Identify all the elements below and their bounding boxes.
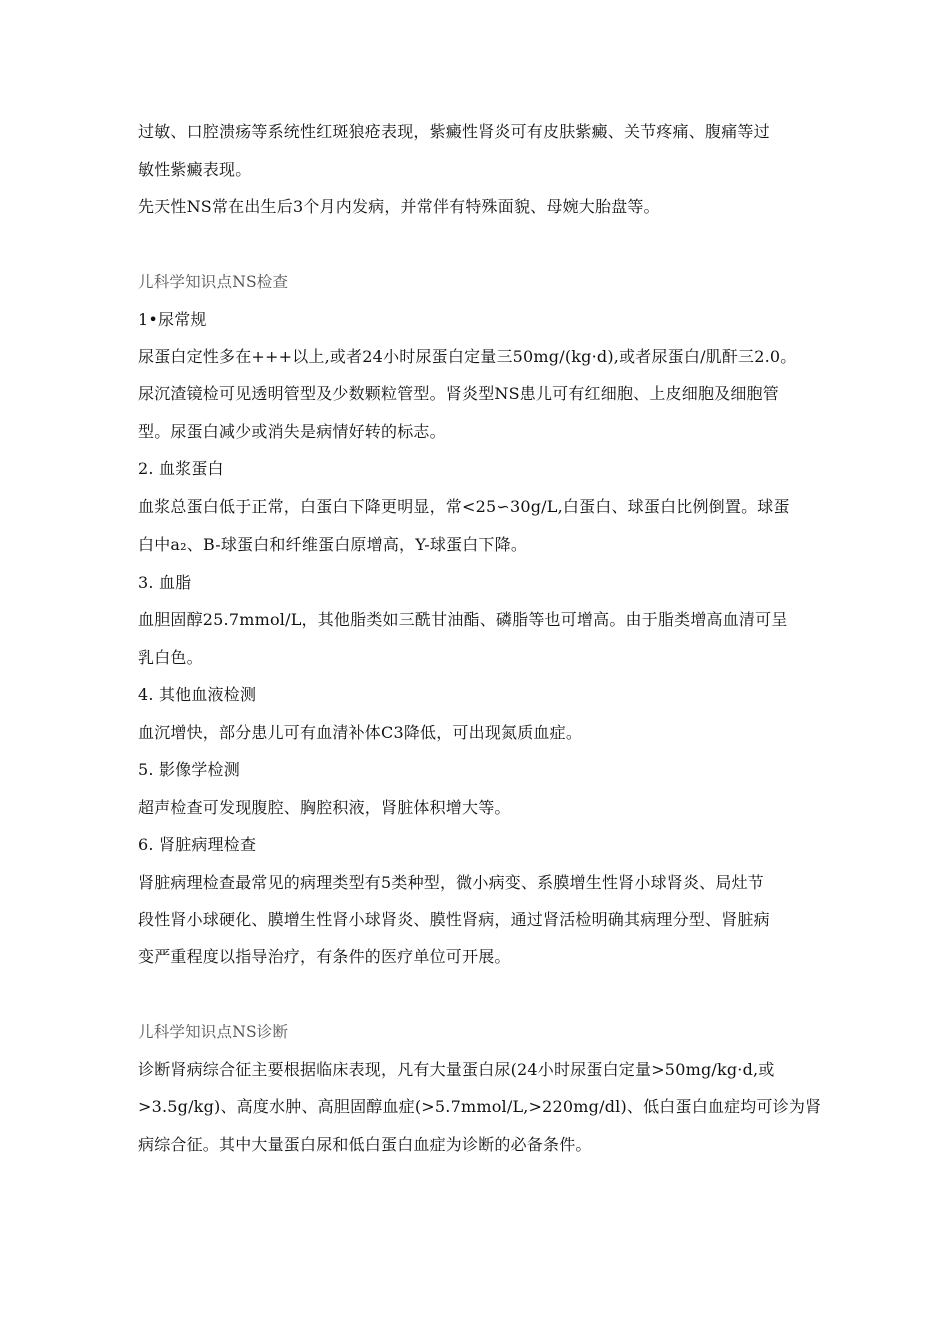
exam-item-title: 2. 血浆蛋白 [138,459,224,478]
diagnosis-text: 病综合征。其中大量蛋白尿和低白蛋白血症为诊断的必备条件。 [138,1135,592,1154]
exam-item-text: 段性肾小球硬化、膜增生性肾小球肾炎、膜性肾病，通过肾活检明确其病理分型、肾脏病 [138,910,770,929]
exam-item-text: 白中a₂、B-球蛋白和纤维蛋白原增高，Y-球蛋白下降。 [138,535,528,554]
intro-line: 先天性NS常在出生后3个月内发病，并常伴有特殊面貌、母婉大胎盘等。 [138,197,660,216]
exam-item-text: 乳白色。 [138,648,203,667]
diagnosis-text: >3.5g/kg)、高度水肿、高胆固醇血症(>5.7mmol/L,>220mg/dl)、低白蛋白血症均可诊为肾 [138,1097,822,1116]
exam-item-title: 6. 肾脏病理检查 [138,835,257,854]
exam-item-text: 血胆固醇25.7mmol/L，其他脂类如三酰甘油酯、磷脂等也可增高。由于脂类增高血清可呈 [138,610,788,629]
diagnosis-text: 诊断肾病综合征主要根据临床表现，凡有大量蛋白尿(24小时尿蛋白定量>50mg/kg·d,或 [138,1060,775,1079]
exam-item-text: 血沉增快，部分患儿可有血清补体C3降低，可出现氮质血症。 [138,723,583,742]
section-heading-exam: 儿科学知识点NS检查 [138,273,289,291]
intro-line: 敏性紫癜表现。 [138,160,252,179]
exam-item-title: 4. 其他血液检测 [138,685,257,704]
exam-item-text: 尿沉渣镜检可见透明管型及少数颗粒管型。肾炎型NS患儿可有红细胞、上皮细胞及细胞管 [138,384,779,403]
exam-item-title: 1•尿常规 [138,310,207,329]
exam-item-text: 血浆总蛋白低于正常，白蛋白下降更明显，常<25∽30g/L,白蛋白、球蛋白比例倒置。球蛋 [138,497,790,516]
section-heading-diagnosis: 儿科学知识点NS诊断 [138,1023,289,1041]
exam-item-text: 超声检查可发现腹腔、胸腔积液，肾脏体积增大等。 [138,798,511,817]
exam-item-text: 型。尿蛋白减少或消失是病情好转的标志。 [138,422,446,441]
exam-item-text: 肾脏病理检查最常见的病理类型有5类种型，微小病变、系膜增生性肾小球肾炎、局灶节 [138,873,764,892]
exam-item-title: 3. 血脂 [138,573,192,592]
intro-line: 过敏、口腔溃疡等系统性红斑狼疮表现，紫癜性肾炎可有皮肤紫癜、关节疼痛、腹痛等过 [138,122,770,141]
exam-item-text: 变严重程度以指导治疗，有条件的医疗单位可开展。 [138,947,511,966]
exam-item-title: 5. 影像学检测 [138,760,240,779]
exam-item-text: 尿蛋白定性多在+++以上,或者24小时尿蛋白定量三50mg/(kg·d),或者尿蛋白/肌酐三2.0。 [138,347,797,366]
